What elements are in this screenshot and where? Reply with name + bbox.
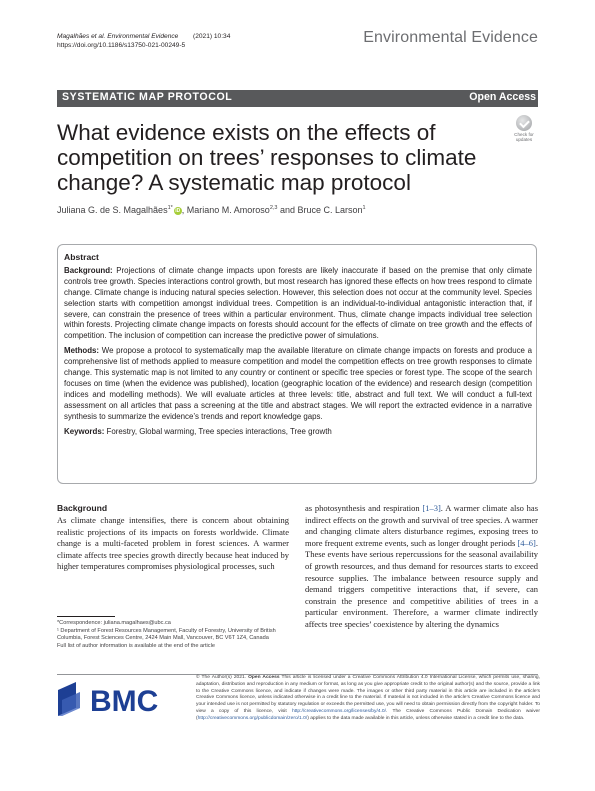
background-heading: Background	[57, 503, 108, 513]
author-2-affil: 2,3	[269, 205, 278, 211]
license-body: This article is licensed under a Creative Commons Attribution 4.0 International License, which permits use, sharing, adaptation, distribution and reproduction in any medium or format, as long as you give appropriate credit to the original author(s) and the source, provide a link to the Creative Commons licence, and indicate if changes were made. The images or other third party material in this article are included in the article’s Creative Commons licence, unless indicated otherwise in a credit line to the material. If material is not included in the article’s Creative Commons licence and your intended use is not permitted by statutory regulation or exceeds the permitted use, you will need to obtain permission directly from the copyright holder. To view a copy of this licence, visit	[196, 675, 540, 714]
cc-zero-link[interactable]: http://creativecommons.org/publicdomain/zero/1.0/	[197, 715, 308, 721]
body-text-segment: as photosynthesis and respiration	[305, 503, 423, 513]
footnotes	[57, 620, 289, 650]
citation-block	[57, 32, 230, 50]
abstract	[64, 252, 532, 442]
author-2: , Mariano M. Amoroso	[181, 205, 270, 215]
citation-volume: (2021) 10:34	[193, 33, 231, 40]
license-body: . The Creative Commons Public Domain Dedication waiver (	[196, 708, 541, 721]
author-info-note: Full list of author information is available at the end of the article	[57, 642, 215, 649]
abstract-background	[64, 266, 532, 342]
cc-by-link[interactable]: http://creativecommons.org/licenses/by/4.0/	[291, 708, 386, 714]
citation-authors: Magalhães et al.	[57, 33, 106, 40]
methods-text: We propose a protocol to systematically map the available literature on climate change impacts on forests and produce a comprehensive list of methods applied to measure competition and model the competition effects on tree growth responses to climate change. This systematic map is not limited to any country or continent or specific tree species or forest type. The scope of the search focuses on time (when the evidence was published), location (geographic location of the evidence) and research design (competition indices and modelling methods). We will evaluate articles at three levels: title, abstract and full text. We will conduct a full-text assessment on all articles that pass a screening at the title and abstract stages. We will report the extracted evidence in a narrative synthesis to summarize the evidence’s trends and report knowledge gaps.	[64, 346, 532, 421]
check-for-updates-badge[interactable]	[510, 115, 538, 145]
author-1-affil: 1*	[167, 205, 173, 211]
body-text-segment: . A warmer climate also has indirect effects on the growth and survival of tree species. A warmer and changing climate alters disturbance regimes, exposing trees to more frequent extreme events, such as longer drought periods	[305, 503, 538, 548]
keywords-label: Keywords:	[64, 426, 105, 436]
author-1: Juliana G. de S. Magalhães	[57, 205, 168, 215]
correspondence: *Correspondence: juliana.magalhaes@ubc.ca	[57, 620, 171, 626]
citation-journal: Environmental Evidence	[107, 33, 179, 40]
author-3: and Bruce C. Larson	[277, 205, 363, 215]
author-list	[57, 205, 366, 215]
keywords-text: Forestry, Global warming, Tree species interactions, Tree growth	[106, 426, 332, 436]
body-paragraph-1: As climate change intensifies, there is concern about obtaining realistic projections of its impacts on forests worldwide. Climate change is a multi-faceted problem in forest sciences. A warmer climate affects tree species growth directly because heat induced by higher temperatures compromises physiological processes, such	[57, 515, 289, 572]
affiliation: ¹ Department of Forest Resources Management, Faculty of Forestry, University of British Columbia, Forest Sciences Centre, 2424 Main Mall, Vancouver, BC V6T 1Z4, Canada	[57, 627, 276, 641]
license-body: ) applies to the data made available in this article, unless otherwise stated in a credit line to the data.	[307, 715, 525, 721]
article-title: What evidence exists on the effects of competition on trees’ responses to climate change? A systematic map protocol	[57, 120, 477, 195]
doi-link[interactable]: https://doi.org/10.1186/s13750-021-00249-5	[57, 42, 186, 49]
abstract-keywords	[64, 427, 532, 438]
methods-label: Methods:	[64, 346, 100, 356]
body-column-1	[57, 503, 289, 573]
license-prefix: © The Author(s) 2021.	[196, 675, 249, 680]
license-open-access: Open Access	[248, 675, 280, 680]
article-type-label: SYSTEMATIC MAP PROTOCOL	[62, 91, 233, 103]
background-label: Background:	[64, 265, 113, 275]
check-updates-icon	[516, 115, 532, 131]
reference-link[interactable]: [4–6]	[517, 537, 536, 548]
orcid-icon[interactable]: iD	[175, 208, 181, 214]
body-paragraph-2	[305, 503, 538, 631]
body-column-2	[305, 503, 538, 631]
background-text: Projections of climate change impacts upon forests are likely inaccurate if based on the premise that only climate controls tree growth. Species interactions control growth, but most research has ignored these effects on how trees respond to climate change. Climate change is inducing natural species selection. However, this selection does not occur at the community level. Species selection starts with competition amongst individual trees. Competition is an individual-to-individual antagonistic interaction that, if severe, can constrain the presence of trees within a particular environment. Thus, climate change impacts individual tree selection within forests. Projecting climate change impacts on forests should account for the effects of climate on tree growth and the effects of competition. The inclusion of competition can increase the predictive power of simulations.	[64, 265, 532, 341]
journal-name: Environmental Evidence	[363, 29, 538, 46]
footnote-divider	[57, 616, 115, 617]
bmc-logo	[58, 682, 176, 716]
open-access-label: Open Access	[469, 91, 536, 103]
reference-link[interactable]: [1–3]	[422, 503, 441, 513]
svg-text:BMC: BMC	[90, 685, 159, 716]
body-text-segment: . These events have serious repercussions for the seasonal availability of growth resources, and thus demand for resources starts to exceed resource supplies. The imbalance between resource supply and demand triggers competitive interactions that, if severe, can constrain the presence and competitive abilities of trees in a particular environment. Therefore, a warmer climate indirectly affects tree species’ coexistence by altering the dynamics	[305, 537, 538, 629]
license-text	[196, 675, 540, 723]
author-3-affil: 1	[362, 205, 366, 211]
abstract-heading: Abstract	[64, 252, 99, 262]
check-updates-label: Check for updates	[514, 132, 534, 142]
abstract-methods	[64, 346, 532, 422]
